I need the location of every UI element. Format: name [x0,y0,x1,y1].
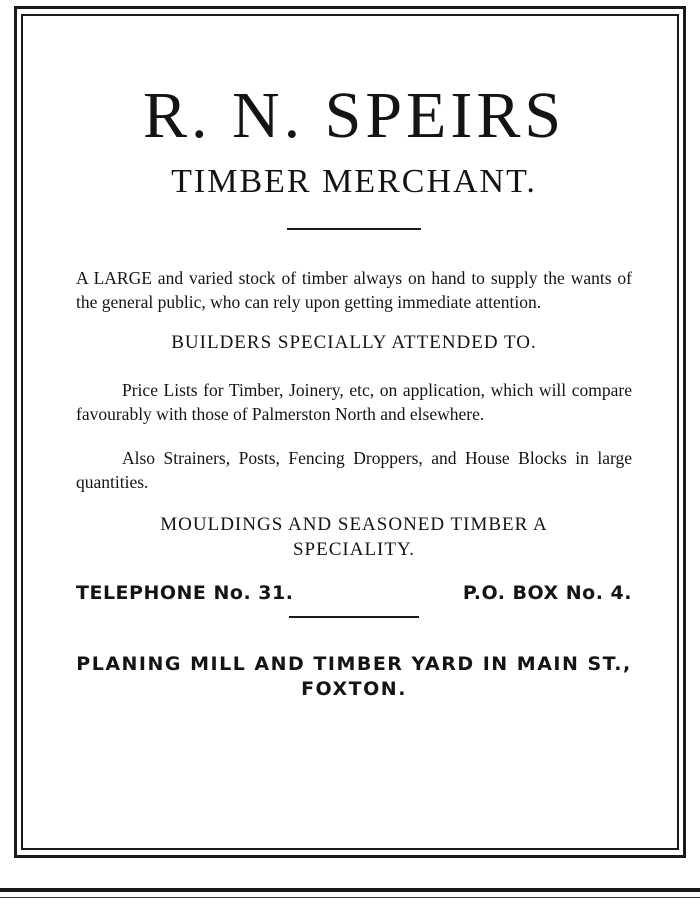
business-trade: TIMBER MERCHANT. [171,163,537,200]
address-line-2: FOXTON. [301,678,407,700]
mouldings-line-2: SPECIALITY. [292,539,416,560]
contact-row [76,582,632,604]
business-name: R. N. SPEIRS [142,79,566,152]
price-lists-paragraph: Price Lists for Timber, Joinery, etc, on application, which will compare favourably with those of Palmerston North and elsewhere. [76,380,632,424]
telephone-number: TELEPHONE No. 31. [76,582,294,604]
mouldings-heading [76,512,632,562]
po-box: P.O. BOX No. 4. [462,582,632,604]
page-bottom-rule-thin [0,897,700,898]
mouldings-line-1: MOULDINGS AND SEASONED TIMBER A [160,514,548,535]
strainers-paragraph: Also Strainers, Posts, Fencing Droppers, and House Blocks in large quantities. [76,448,632,492]
advertisement-body [76,80,632,702]
address-line-1: PLANING MILL AND TIMBER YARD IN MAIN ST., [76,653,632,675]
divider-rule-2 [289,616,419,618]
divider-rule [287,228,421,230]
page-bottom-rule [0,888,700,892]
intro-paragraph: A LARGE and varied stock of timber always on hand to supply the wants of the general public, who can rely upon getting immediate attention. [76,268,632,312]
address-footer [76,652,632,702]
builders-heading: BUILDERS SPECIALLY ATTENDED TO. [171,332,537,353]
